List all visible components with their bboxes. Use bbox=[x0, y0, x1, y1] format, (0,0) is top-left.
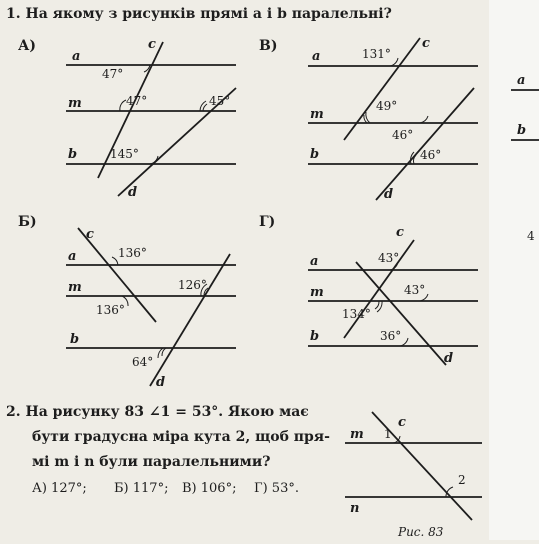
label-a: a bbox=[72, 49, 81, 64]
figure-g bbox=[308, 225, 478, 366]
label-m: m bbox=[310, 285, 324, 300]
margin-label-a: a bbox=[517, 73, 526, 88]
figure-a bbox=[66, 37, 236, 200]
angle-1-label: 1 bbox=[384, 427, 392, 441]
panel-v-tag: В) bbox=[259, 38, 278, 54]
label-m: m bbox=[350, 427, 364, 442]
label-c: c bbox=[86, 227, 94, 242]
label-d: d bbox=[156, 375, 166, 390]
panel-a-tag: А) bbox=[18, 38, 37, 54]
label-c: c bbox=[398, 415, 406, 430]
answer-option-v: В) 106°; bbox=[182, 481, 237, 496]
question-1-title: 1. На якому з рисунків прямі a і b паралельні? bbox=[6, 6, 392, 22]
question-2-line1: 2. На рисунку 83 ∠1 = 53°. Якою має bbox=[6, 404, 309, 420]
line-d bbox=[150, 254, 230, 386]
figure-v bbox=[308, 36, 478, 202]
figure-83 bbox=[345, 412, 482, 539]
angle-value: 45° bbox=[209, 94, 231, 108]
figure-caption: Рис. 83 bbox=[398, 525, 444, 539]
label-m: m bbox=[68, 96, 82, 111]
arc bbox=[375, 301, 379, 309]
label-b: b bbox=[310, 147, 320, 162]
angle-value: 47° bbox=[126, 94, 148, 108]
label-a: a bbox=[68, 249, 77, 264]
panel-b-tag: Б) bbox=[18, 214, 37, 230]
margin-number: 4 bbox=[527, 229, 535, 243]
angle-value: 131° bbox=[362, 47, 391, 61]
adjacent-page-drawing bbox=[489, 0, 539, 540]
label-m: m bbox=[310, 107, 324, 122]
question-2-line2: бути градусна міра кута 2, щоб пря- bbox=[32, 429, 330, 445]
answer-option-a: А) 127°; bbox=[32, 481, 87, 496]
panel-g-tag: Г) bbox=[259, 214, 276, 230]
question-2-line3: мі m і n були паралельними? bbox=[32, 454, 271, 470]
label-c: c bbox=[396, 225, 404, 240]
angle-value: 134° bbox=[342, 307, 371, 321]
label-b: b bbox=[70, 332, 80, 347]
label-b: b bbox=[68, 147, 78, 162]
angle-2-label: 2 bbox=[458, 473, 466, 487]
adjacent-page-strip bbox=[489, 0, 539, 540]
label-c: c bbox=[422, 36, 430, 51]
figure-b bbox=[66, 227, 236, 390]
angle-value: 49° bbox=[376, 99, 398, 113]
angle-value: 46° bbox=[392, 128, 414, 142]
arc bbox=[203, 104, 207, 111]
margin-label-b: b bbox=[517, 123, 527, 138]
angle-value: 46° bbox=[420, 148, 442, 162]
answer-option-b: Б) 117°; bbox=[114, 481, 169, 496]
arc bbox=[390, 58, 398, 66]
arc bbox=[420, 116, 428, 123]
arc bbox=[162, 348, 166, 356]
label-d: d bbox=[384, 187, 394, 202]
arc bbox=[366, 112, 370, 123]
angle-value: 43° bbox=[378, 251, 400, 265]
label-m: m bbox=[68, 280, 82, 295]
arc bbox=[150, 156, 158, 164]
angle-value: 47° bbox=[102, 67, 124, 81]
angle-value: 126° bbox=[178, 278, 207, 292]
label-d: d bbox=[128, 185, 138, 200]
angle-value: 145° bbox=[110, 147, 139, 161]
label-b: b bbox=[310, 329, 320, 344]
angle-value: 136° bbox=[96, 303, 125, 317]
angle-value: 64° bbox=[132, 355, 154, 369]
label-n: n bbox=[350, 501, 360, 516]
answer-option-g: Г) 53°. bbox=[254, 481, 299, 496]
angle-value: 136° bbox=[118, 246, 147, 260]
angle-value: 43° bbox=[404, 283, 426, 297]
label-a: a bbox=[310, 254, 319, 269]
label-d: d bbox=[444, 351, 454, 366]
label-c: c bbox=[148, 37, 156, 52]
label-a: a bbox=[312, 49, 321, 64]
angle-value: 36° bbox=[380, 329, 402, 343]
